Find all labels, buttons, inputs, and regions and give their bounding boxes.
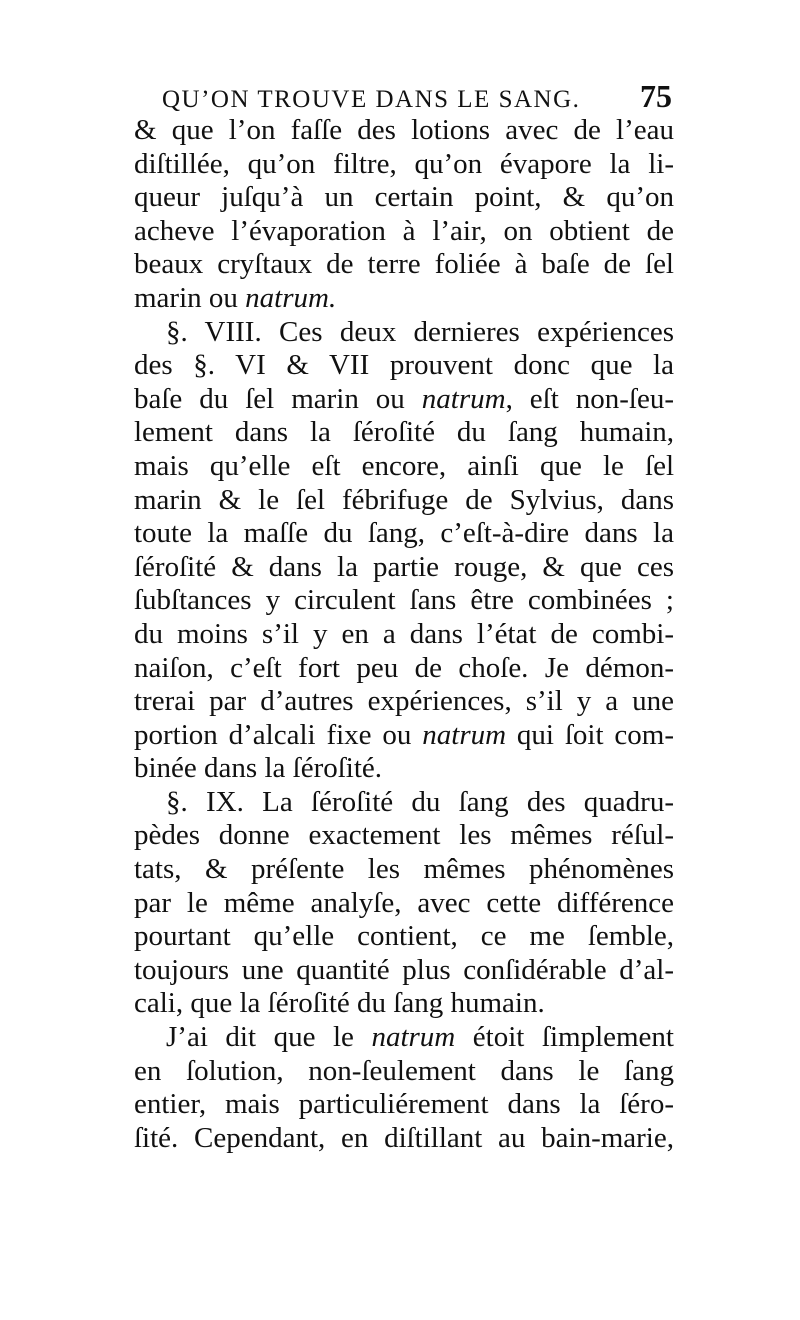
text-run: tats, & préſente les mêmes phénomènes xyxy=(134,853,674,886)
text-run: queur juſqu’à un certain point, & qu’on xyxy=(134,181,674,214)
text-run: baſe du ſel marin ou xyxy=(134,382,422,415)
text-line xyxy=(134,248,674,282)
text-line xyxy=(134,484,674,518)
running-head xyxy=(162,78,672,114)
text-run: étoit ſimplement xyxy=(455,1021,674,1054)
text-run: toujours une quantité plus conſidérable d’al- xyxy=(134,953,674,986)
text-line xyxy=(134,383,674,417)
italic-term: natrum. xyxy=(245,281,337,314)
text-line xyxy=(134,752,674,786)
text-line xyxy=(134,215,674,249)
text-run: binée dans la ſéroſité. xyxy=(134,752,383,785)
italic-term: natrum xyxy=(371,1021,456,1054)
running-head-title: QU’ON TROUVE DANS LE SANG. xyxy=(162,86,581,113)
text-run: acheve l’évaporation à l’air, on obtient de xyxy=(134,214,674,247)
text-run: marin ou xyxy=(134,281,246,314)
text-line xyxy=(134,584,674,618)
text-run: en ſolution, non-ſeulement dans le ſang xyxy=(134,1054,674,1087)
text-line xyxy=(134,853,674,887)
text-line xyxy=(134,1021,674,1055)
text-run: ſité. Cependant, en diſtillant au bain-marie, xyxy=(134,1121,674,1154)
text-run: marin & le ſel fébrifuge de Sylvius, dans xyxy=(134,483,674,516)
text-line xyxy=(134,1122,674,1156)
text-run: , eſt non-ſeu- xyxy=(505,382,674,415)
text-line xyxy=(134,786,674,820)
text-run: du moins s’il y en a dans l’état de combi- xyxy=(134,617,674,650)
text-run: ſubſtances y circulent ſans être combinées ; xyxy=(134,584,674,617)
text-line xyxy=(134,920,674,954)
text-run: & que l’on faſſe des lotions avec de l’eau xyxy=(134,114,674,146)
text-line xyxy=(134,954,674,988)
text-line xyxy=(134,987,674,1021)
italic-term: natrum xyxy=(422,718,507,751)
text-line xyxy=(134,416,674,450)
text-line xyxy=(134,719,674,753)
body-text xyxy=(134,114,674,1155)
text-line xyxy=(134,450,674,484)
text-line xyxy=(134,887,674,921)
text-run: lement dans la ſéroſité du ſang humain, xyxy=(134,416,674,449)
text-run: des §. VI & VII prouvent donc que la xyxy=(134,349,674,382)
text-line xyxy=(134,349,674,383)
text-line xyxy=(134,517,674,551)
text-run: ſéroſité & dans la partie rouge, & que ces xyxy=(134,550,674,583)
page-number: 75 xyxy=(640,78,672,114)
text-run: §. VIII. Ces deux dernieres expériences xyxy=(166,315,674,348)
text-line xyxy=(134,181,674,215)
text-line xyxy=(134,652,674,686)
italic-term: natrum xyxy=(421,382,506,415)
text-line xyxy=(134,114,674,148)
text-line xyxy=(134,316,674,350)
text-line xyxy=(134,1055,674,1089)
text-line xyxy=(134,618,674,652)
text-run: par le même analyſe, avec cette différence xyxy=(134,886,674,919)
text-line xyxy=(134,1088,674,1122)
text-run: naiſon, c’eſt fort peu de choſe. Je démon- xyxy=(134,651,674,684)
text-line xyxy=(134,685,674,719)
text-run: §. IX. La ſéroſité du ſang des quadru- xyxy=(166,785,674,818)
text-run: pèdes donne exactement les mêmes réſul- xyxy=(134,819,674,852)
text-run: diſtillée, qu’on filtre, qu’on évapore la li- xyxy=(134,147,674,180)
text-run: cali, que la ſéroſité du ſang humain. xyxy=(134,987,545,1020)
text-run: entier, mais particuliérement dans la ſéro- xyxy=(134,1088,674,1121)
text-line xyxy=(134,282,674,316)
text-run: pourtant qu’elle contient, ce me ſemble, xyxy=(134,920,674,953)
text-line xyxy=(134,148,674,182)
text-line xyxy=(134,551,674,585)
text-run: J’ai dit que le xyxy=(166,1021,372,1054)
text-run: portion d’alcali fixe ou xyxy=(134,718,423,751)
text-line xyxy=(134,819,674,853)
text-run: qui ſoit com- xyxy=(506,718,674,751)
text-run: mais qu’elle eſt encore, ainſi que le ſel xyxy=(134,449,674,482)
text-run: beaux cryſtaux de terre foliée à baſe de ſel xyxy=(134,248,674,281)
text-run: toute la maſſe du ſang, c’eſt-à-dire dans la xyxy=(134,517,674,550)
text-run: trerai par d’autres expériences, s’il y a une xyxy=(134,685,674,718)
